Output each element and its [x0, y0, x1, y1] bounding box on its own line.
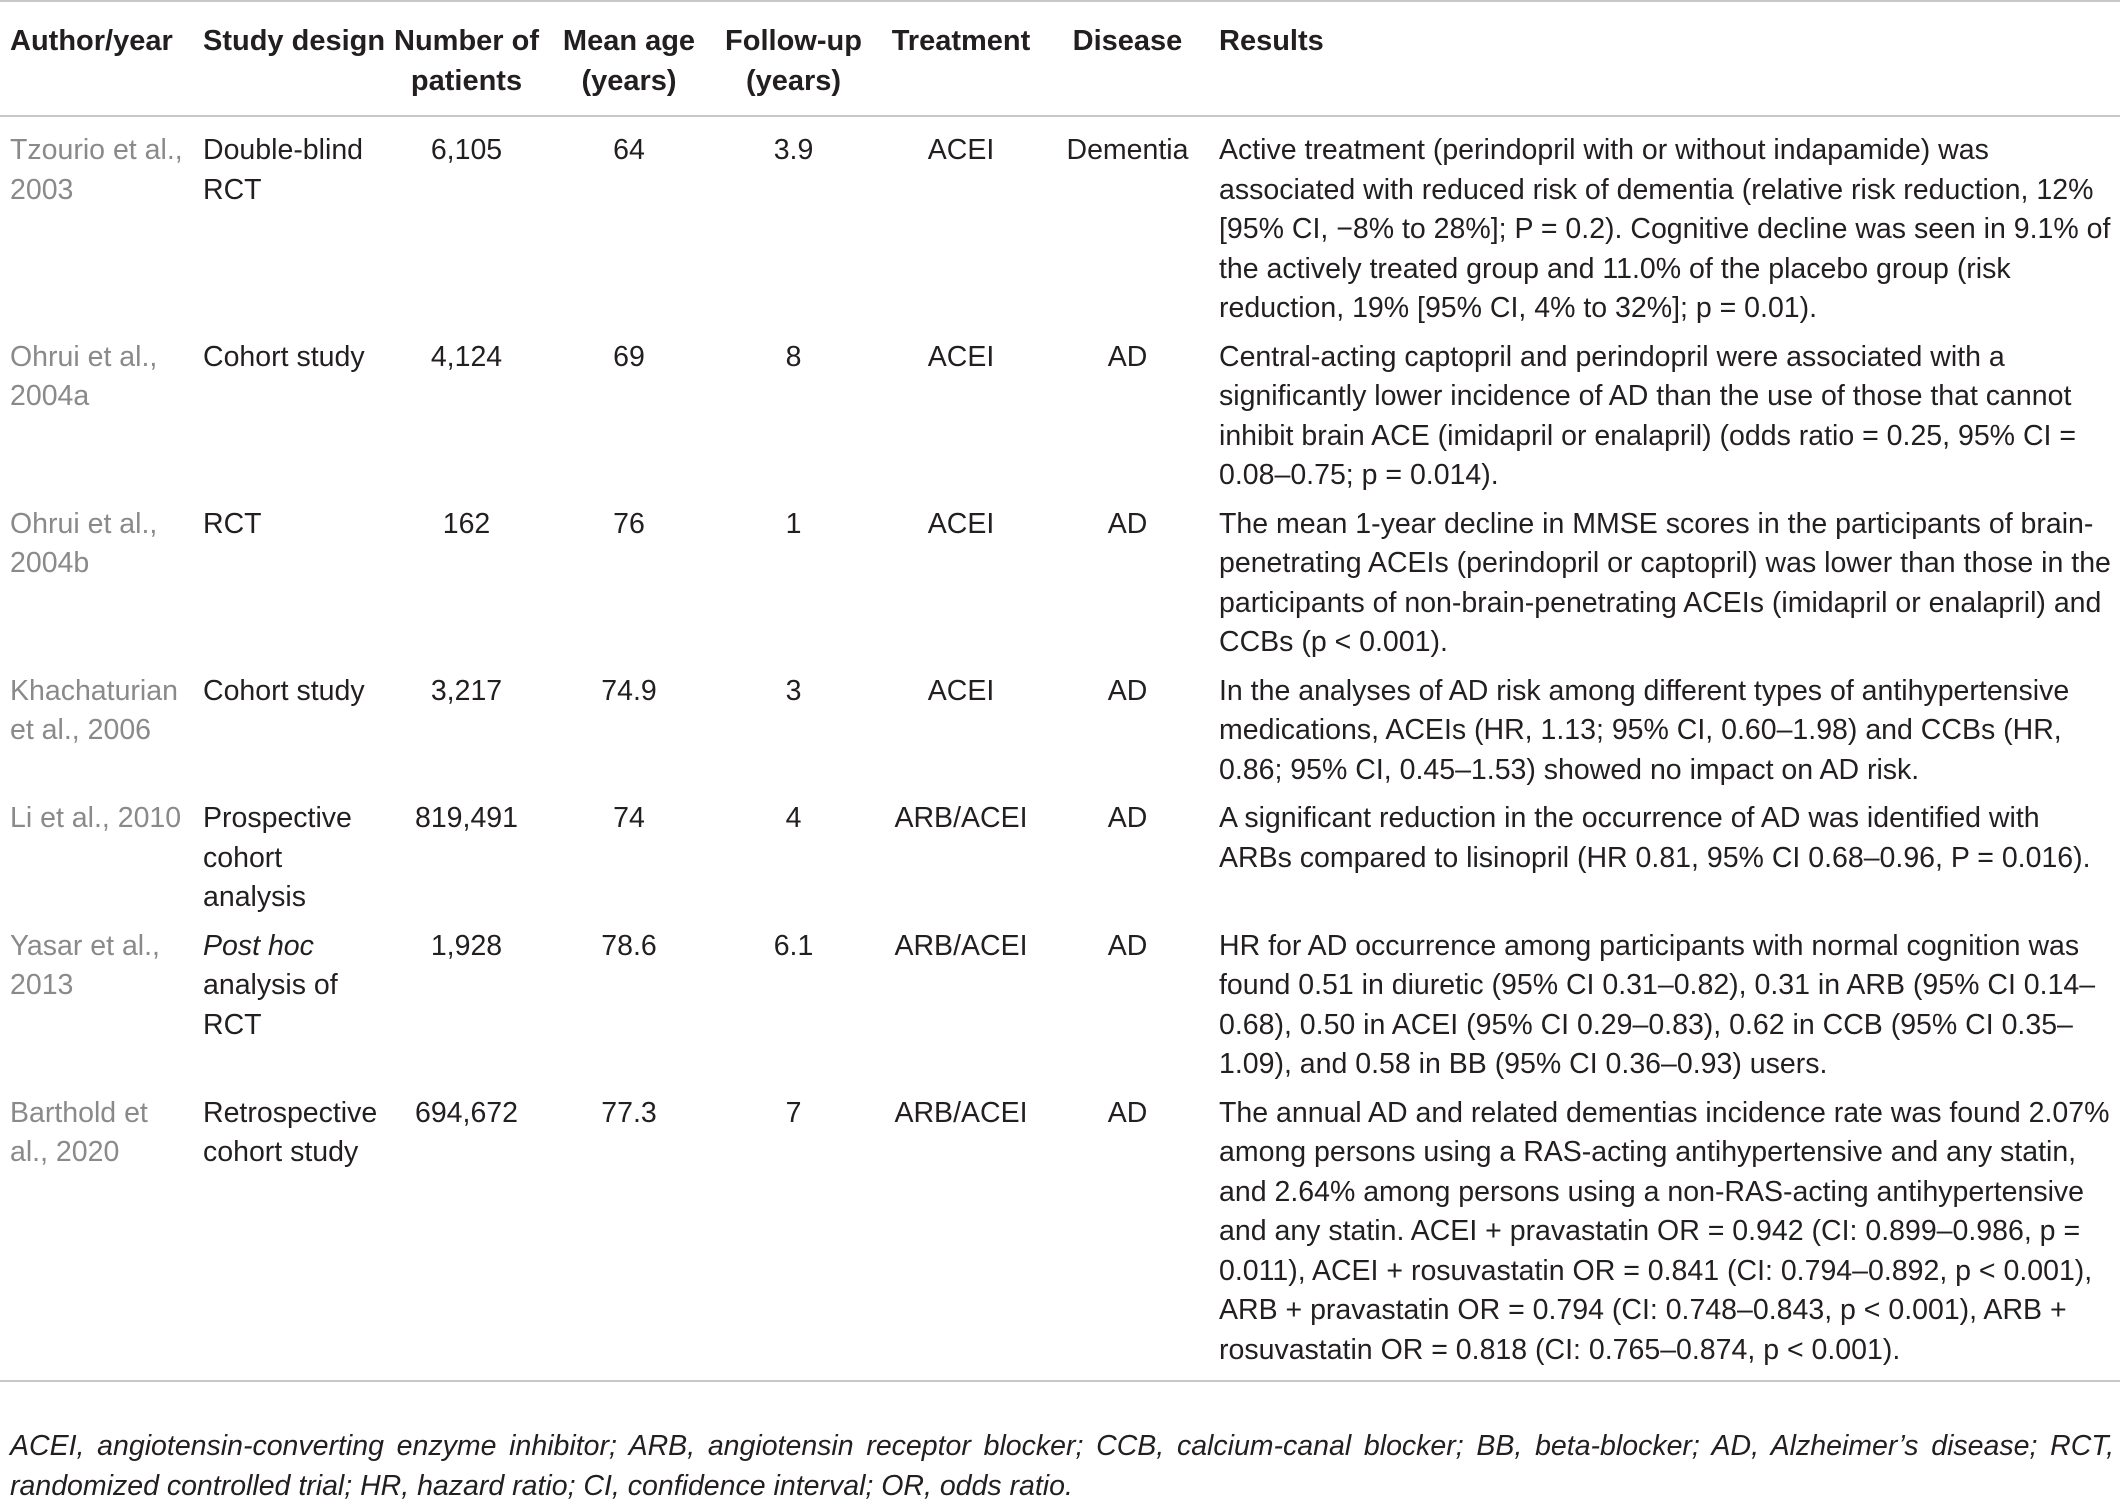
table-row	[0, 665, 2120, 793]
cell-patients: 694,672	[414, 1096, 519, 1129]
table-row	[0, 331, 2120, 498]
cell-age: 77.3	[601, 1096, 657, 1129]
cell-author: Ohrui et al., 2004b	[10, 507, 158, 579]
cell-disease: AD	[1107, 674, 1148, 707]
cell-disease: AD	[1107, 1096, 1148, 1129]
cell-author: Ohrui et al., 2004a	[10, 340, 158, 412]
cell-disease: AD	[1107, 802, 1148, 834]
cell-followup: 3.9	[773, 134, 814, 166]
cell-age: 76	[613, 507, 645, 540]
cell-treatment: ACEI	[927, 507, 995, 540]
cell-design: Double-blind RCT	[203, 134, 364, 206]
cell-design: Retrospective cohort study	[203, 1096, 378, 1168]
cell-followup: 7	[785, 1096, 802, 1129]
cell-age: 74	[613, 802, 645, 834]
cell-followup: 3	[785, 674, 802, 707]
table-header-row	[0, 1, 2120, 116]
cell-design: Cohort study	[203, 340, 365, 373]
cell-treatment: ACEI	[927, 134, 995, 166]
cell-results: Active treatment (perindopril with or without indapamide) was associated with reduced risk of dementia (relative risk reduction, 12% [95% CI, −8% to 28%]; P = 0.2). Cognitive decline was seen in 9.1% of the actively treated group and 11.0% of the placebo group (risk reduction, 19% [95% CI, 4% to 32%]; p = 0.01).	[1219, 134, 2111, 324]
table-row	[0, 498, 2120, 665]
cell-design: Prospective cohort analysis	[203, 802, 352, 913]
cell-author: Yasar et al., 2013	[10, 929, 160, 1001]
cell-author: Li et al., 2010	[10, 802, 182, 834]
cell-age: 69	[613, 340, 645, 373]
cell-patients: 4,124	[430, 340, 503, 373]
cell-patients: 3,217	[430, 674, 503, 707]
cell-design: Cohort study	[203, 674, 365, 707]
cell-design-italic: Post hoc	[203, 929, 314, 962]
cell-treatment: ACEI	[927, 340, 995, 373]
cell-treatment: ARB/ACEI	[894, 802, 1028, 834]
cell-age: 78.6	[601, 929, 657, 962]
cell-patients: 1,928	[430, 929, 503, 962]
header-disease: Disease	[1072, 25, 1183, 57]
cell-author: Khachaturian et al., 2006	[10, 674, 178, 746]
cell-results: A significant reduction in the occurrence of AD was identified with ARBs compared to lisinopril (HR 0.81, 95% CI 0.68–0.96, P = 0.016).	[1219, 802, 2091, 874]
header-design: Study design	[203, 25, 386, 57]
cell-results: The mean 1-year decline in MMSE scores in the participants of brain-penetrating ACEIs (perindopril or captopril) was lower than those in the participants of non-brain-penetrating ACEIs (imidapril or enalapril) and CCBs (p < 0.001).	[1219, 507, 2111, 658]
cell-followup: 6.1	[773, 929, 814, 962]
cell-patients: 162	[442, 507, 491, 540]
cell-author: Tzourio et al., 2003	[10, 134, 183, 206]
header-patients: Number of patients	[394, 25, 539, 97]
table-row	[0, 920, 2120, 1087]
table-footnote: ACEI, angiotensin-converting enzyme inhibitor; ARB, angiotensin receptor blocker; CCB, calcium-canal blocker; BB, beta-blocker; AD, Alzheimer’s disease; RCT, randomized controlled trial; HR, hazard ratio; CI, confidence interval; OR, odds ratio.	[10, 1430, 2114, 1502]
cell-age: 64	[613, 134, 645, 166]
cell-results: In the analyses of AD risk among different types of antihypertensive medications, ACEIs (HR, 1.13; 95% CI, 0.60–1.98) and CCBs (HR, 0.86; 95% CI, 0.45–1.53) showed no impact on AD risk.	[1219, 674, 2070, 786]
cell-treatment: ACEI	[927, 674, 995, 707]
table-row	[0, 792, 2120, 920]
header-treatment: Treatment	[891, 25, 1031, 57]
cell-followup: 4	[785, 802, 802, 834]
cell-age: 74.9	[601, 674, 657, 707]
cell-followup: 1	[785, 507, 802, 540]
cell-disease: AD	[1107, 929, 1148, 962]
cell-results: Central-acting captopril and perindopril were associated with a significantly lower incidence of AD than the use of those that cannot inhibit brain ACE (imidapril or enalapril) (odds ratio = 0.25, 95% CI = 0.08–0.75; p = 0.014).	[1219, 340, 2077, 491]
table-row	[0, 116, 2120, 331]
cell-treatment: ARB/ACEI	[894, 1096, 1028, 1129]
cell-design: RCT	[203, 507, 262, 540]
cell-followup: 8	[785, 340, 802, 373]
cell-disease: AD	[1107, 340, 1148, 373]
cell-patients: 6,105	[430, 134, 503, 166]
cell-results: HR for AD occurrence among participants with normal cognition was found 0.51 in diuretic (95% CI 0.31–0.82), 0.31 in ARB (95% CI 0.14–0.68), 0.50 in ACEI (95% CI 0.29–0.83), 0.62 in CCB (95% CI 0.35–1.09), and 0.58 in BB (95% CI 0.36–0.93) users.	[1219, 929, 2096, 1080]
cell-disease: Dementia	[1066, 134, 1189, 166]
header-age: Mean age (years)	[562, 25, 696, 97]
header-followup: Follow-up (years)	[725, 25, 862, 97]
cell-author: Barthold et al., 2020	[10, 1096, 148, 1168]
cell-disease: AD	[1107, 507, 1148, 540]
cell-patients: 819,491	[414, 802, 519, 834]
cell-results: The annual AD and related dementias incidence rate was found 2.07% among persons using a RAS-acting antihypertensive and any statin, and 2.64% among persons using a non-RAS-acting antihypertensive and any statin. ACEI + pravastatin OR = 0.942 (CI: 0.899–0.986, p = 0.011), ACEI + rosuvastatin OR = 0.841 (CI: 0.794–0.892, p < 0.001), ARB + pravastatin OR = 0.794 (CI: 0.748–0.843, p < 0.001), ARB + rosuvastatin OR = 0.818 (CI: 0.765–0.874, p < 0.001).	[1219, 1096, 2110, 1366]
table-row	[0, 1087, 2120, 1382]
cell-treatment: ARB/ACEI	[894, 929, 1028, 962]
cell-design-rest: analysis of RCT	[203, 969, 338, 1041]
header-author: Author/year	[10, 25, 173, 57]
cell-design	[193, 920, 386, 1087]
header-results: Results	[1219, 25, 1324, 57]
